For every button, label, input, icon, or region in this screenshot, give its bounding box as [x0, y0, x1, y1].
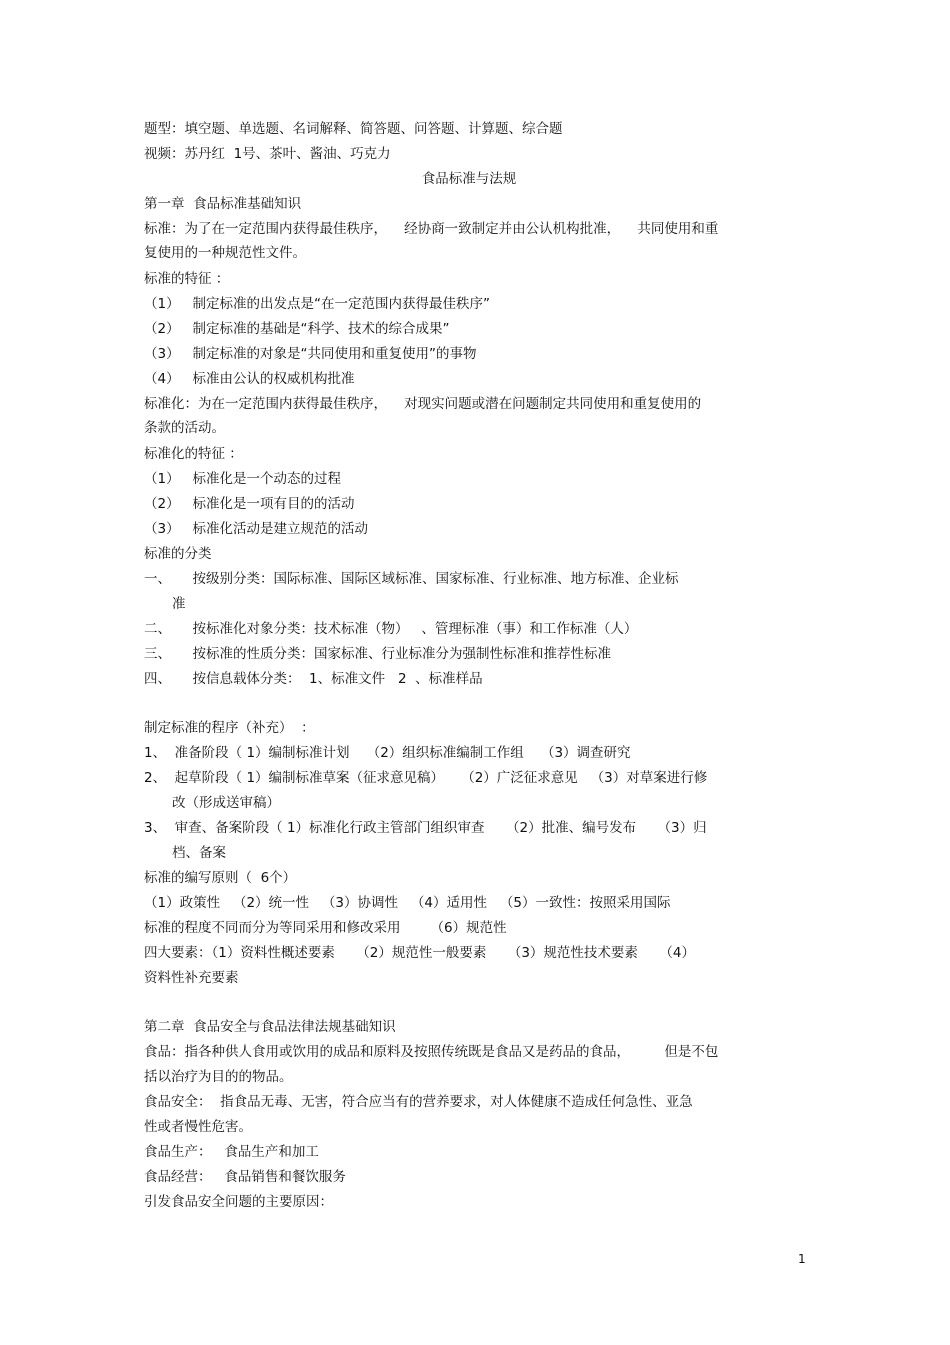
classification-item: 二、 按标准化对象分类：技术标准（物） 、管理标准（事）和工作标准（人） — [144, 621, 638, 637]
feature-item: （1） 制定标准的出发点是“在一定范围内获得最佳秩序” — [144, 296, 490, 312]
classification-item-cont: 准 — [172, 596, 186, 612]
procedure-item: 1、 准备阶段（ 1）编制标准计划 （2）组织标准编制工作组 （3）调查研究 — [144, 745, 631, 761]
classification-item: 三、 按标准的性质分类：国家标准、行业标准分为强制性标准和推荐性标准 — [144, 646, 611, 662]
procedure-item-cont: 档、备案 — [172, 845, 226, 861]
feature-item: （1） 标准化是一个动态的过程 — [144, 471, 341, 487]
document-title: 食品标准与法规 — [421, 171, 517, 187]
classification-item: 一、 按级别分类：国际标准、国际区域标准、国家标准、行业标准、地方标准、企业标 — [144, 571, 679, 587]
procedure-item: 3、 审查、备案阶段（ 1）标准化行政主管部门组织审查 （2）批准、编号发布 （3）归 — [144, 820, 707, 836]
standard-features-heading: 标准的特征 ： — [144, 271, 230, 287]
food-business-definition: 食品经营： 食品销售和餐饮服务 — [144, 1169, 346, 1185]
four-elements-cont: 资料性补充要素 — [144, 970, 239, 986]
feature-item: （3） 标准化活动是建立规范的活动 — [144, 521, 368, 537]
standardization-features-heading: 标准化的特征 ： — [144, 446, 243, 462]
procedure-item: 2、 起草阶段（ 1）编制标准草案（征求意见稿） （2）广泛征求意见 （3）对草案进行修 — [144, 770, 708, 786]
feature-item: （2） 制定标准的基础是“科学、技术的综合成果” — [144, 321, 450, 337]
feature-item: （3） 制定标准的对象是“共同使用和重复使用”的事物 — [144, 346, 477, 362]
video-line: 视频：苏丹红 1号、茶叶、酱油、巧克力 — [144, 146, 391, 162]
classification-item: 四、 按信息载体分类： 1、标准文件 2 、标准样品 — [144, 671, 483, 687]
standard-definition-cont: 复使用的一种规范性文件。 — [144, 245, 306, 261]
food-definition: 食品：指各种供人食用或饮用的成品和原料及按照传统既是食品又是药品的食品， 但是不包 — [144, 1044, 719, 1060]
page-number: 1 — [798, 1252, 806, 1266]
principles-list-cont: 标准的程度不同而分为等同采用和修改采用 （6）规范性 — [144, 920, 507, 936]
four-elements: 四大要素：（1）资料性概述要素 （2）规范性一般要素 （3）规范性技术要素 （4） — [144, 945, 695, 961]
classification-heading: 标准的分类 — [144, 546, 212, 562]
feature-item: （4） 标准由公认的权威机构批准 — [144, 371, 355, 387]
procedure-heading: 制定标准的程序（补充） ： — [144, 720, 315, 736]
procedure-item-cont: 改（形成送审稿） — [172, 795, 280, 811]
food-definition-cont: 括以治疗为目的的物品。 — [144, 1069, 293, 1085]
question-types-line: 题型：填空题、单选题、名词解释、简答题、问答题、计算题、综合题 — [144, 121, 563, 137]
standardization-definition-cont: 条款的活动。 — [144, 420, 225, 436]
chapter-1-heading: 第一章 食品标准基础知识 — [144, 196, 302, 212]
food-safety-definition-cont: 性或者慢性危害。 — [144, 1119, 252, 1135]
chapter-2-heading: 第二章 食品安全与食品法律法规基础知识 — [144, 1019, 396, 1035]
food-production-definition: 食品生产： 食品生产和加工 — [144, 1144, 319, 1160]
standardization-definition: 标准化：为在一定范围内获得最佳秩序， 对现实问题或潜在问题制定共同使用和重复使用的 — [144, 396, 702, 412]
principles-list: （1）政策性 （2）统一性 （3）协调性 （4）适用性 （5）一致性：按照采用国际 — [144, 895, 671, 911]
food-safety-definition: 食品安全： 指食品无毒、无害，符合应当有的营养要求，对人体健康不造成任何急性、亚急 — [144, 1094, 693, 1110]
feature-item: （2） 标准化是一项有目的的活动 — [144, 496, 355, 512]
food-safety-causes: 引发食品安全问题的主要原因： — [144, 1194, 333, 1210]
standard-definition: 标准：为了在一定范围内获得最佳秩序， 经协商一致制定并由公认机构批准， 共同使用和重 — [144, 221, 719, 237]
principles-heading: 标准的编写原则（ 6个） — [144, 870, 297, 886]
